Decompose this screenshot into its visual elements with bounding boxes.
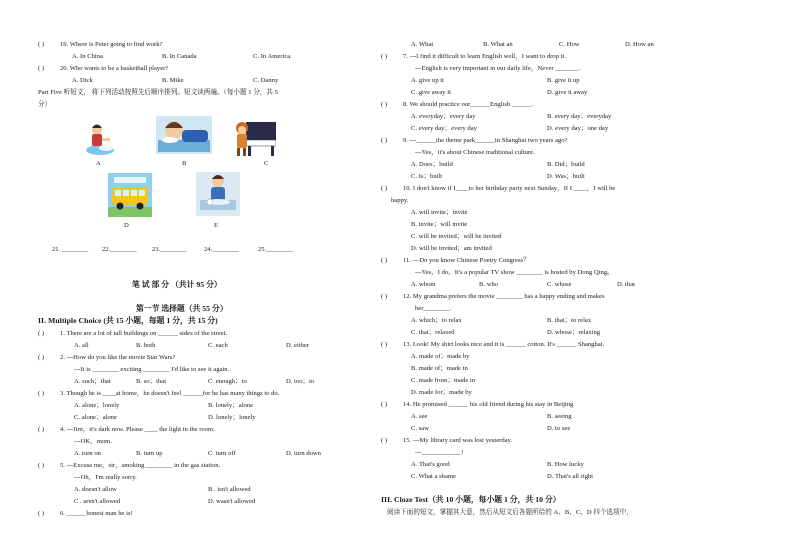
- q7-option-c: C. give away it: [411, 89, 451, 96]
- answer-blank-21[interactable]: 21. ________: [52, 246, 89, 253]
- q13-option-a: A. made of；made by: [411, 353, 470, 360]
- q3-option-c: C. alone；alone: [74, 414, 117, 421]
- q15-stem: 15. ---My library card was lost yesterday.: [403, 437, 513, 444]
- section-one-title: 第一节 选择题（共 55 分）: [136, 304, 228, 313]
- q4-option-b: B. turn up: [136, 450, 163, 457]
- picture-label-d: D: [124, 222, 129, 229]
- q15-option-a: A. That's good: [411, 461, 450, 468]
- q3-option-a: A. alone；lonely: [74, 402, 120, 409]
- q6-option-d: D. How an: [625, 41, 654, 48]
- q6-option-b: B. What an: [483, 41, 513, 48]
- q8-option-d: D. every day；one day: [547, 125, 609, 132]
- q2-bracket: ( ): [38, 354, 45, 361]
- q1-option-b: B. both: [136, 342, 156, 349]
- q20-option-b: B. Mike: [162, 77, 184, 84]
- q13-bracket: ( ): [381, 341, 388, 348]
- cloze-test-instruction: 阅读下面的短文，掌握其大意，然后从短文后各题所给的 A、B、C、D 四个选项中，: [387, 509, 633, 516]
- q1-bracket: ( ): [38, 330, 45, 337]
- q7-stem: 7. ---I find it difficult to learn English well，I want to drop it.: [403, 53, 566, 60]
- q14-option-b: B. seeing: [547, 413, 572, 420]
- answer-blank-22[interactable]: 22.________: [102, 246, 137, 253]
- q8-stem: 8. We should practice our______English ______.: [403, 101, 534, 108]
- q5-stem: 5. ---Excuse me，sir，smoking ________ in the gas station.: [60, 462, 221, 469]
- picture-label-e: E: [214, 222, 219, 229]
- q12-bracket: ( ): [381, 293, 388, 300]
- q19-option-b: B. In Canada: [162, 53, 197, 60]
- q20-option-c: C. Danny: [253, 77, 279, 84]
- q2-option-b: B. so；that: [136, 378, 167, 385]
- q14-bracket: ( ): [381, 401, 388, 408]
- q5-option-d: D. wasn't allowed: [208, 498, 256, 505]
- written-part-title: 笔 试 部 分 （共计 95 分）: [132, 280, 222, 289]
- q6-option-a: A. What: [411, 41, 434, 48]
- q7-option-b: B. give it up: [547, 77, 580, 84]
- q9-bracket: ( ): [381, 137, 388, 144]
- q12-line2: her________.: [415, 305, 452, 312]
- q1-option-a: A. all: [74, 342, 89, 349]
- q6-option-c: C. How: [559, 41, 580, 48]
- q14-option-c: C. saw: [411, 425, 429, 432]
- q8-bracket: ( ): [381, 101, 388, 108]
- q11-option-d: D. that: [617, 281, 635, 288]
- right-column: [381, 0, 794, 560]
- q12-option-b: B. that；to relax: [547, 317, 592, 324]
- q10-bracket: ( ): [381, 185, 388, 192]
- q10-option-a: A. will invite；invite: [411, 209, 468, 216]
- q4-bracket: ( ): [38, 426, 45, 433]
- q11-option-a: A. whom: [411, 281, 436, 288]
- q9-option-c: C. Is；built: [411, 173, 443, 180]
- q12-option-d: D. whose；relaxing: [547, 329, 601, 336]
- q4-option-d: D. turn down: [286, 450, 321, 457]
- q10-option-d: D. will be invited；am invited: [411, 245, 492, 252]
- q13-option-d: D. made for；made by: [411, 389, 472, 396]
- q10-line2: happy.: [391, 197, 409, 204]
- q11-line2: ---Yes，I do。It's a popular TV show ________ is hosted by Dong Qing。: [415, 269, 614, 276]
- q11-bracket: ( ): [381, 257, 388, 264]
- picture-a-boy-washing: [84, 122, 116, 156]
- q19-option-a: A. In China: [72, 53, 103, 60]
- q1-option-d: D. either: [286, 342, 310, 349]
- q4-line2: ---OK，mom.: [74, 438, 112, 445]
- q20-bracket: ( ): [38, 65, 45, 72]
- q13-option-c: C. made from；made in: [411, 377, 476, 384]
- q6-bracket: ( ): [38, 510, 45, 517]
- picture-b-sleeping: [156, 116, 212, 154]
- q5-option-b: B . isn't allowed: [208, 486, 251, 493]
- q5-bracket: ( ): [38, 462, 45, 469]
- q11-stem: 11. ---Do you know Chinese Poetry Congress？: [403, 257, 530, 264]
- q1-option-c: C. each: [208, 342, 228, 349]
- picture-label-b: B: [182, 160, 187, 167]
- picture-label-c: C: [264, 160, 269, 167]
- q15-option-c: C. What a shame: [411, 473, 456, 480]
- q20-stem: 20. Who wants to be a basketball player?: [60, 65, 169, 72]
- q3-option-d: D. lonely；lonely: [208, 414, 256, 421]
- q3-option-b: B. lonely；alone: [208, 402, 254, 409]
- part-five-instruction: Part Five 听短文， 将下列活动按照先后顺序排列。短文读两遍。（每小题 1 分，共 5: [38, 89, 278, 96]
- q3-stem: 3. Though he is ____at home，he doesn't feel ______for he has many things to do.: [60, 390, 280, 397]
- answer-blank-25[interactable]: 25.________: [258, 246, 293, 253]
- answer-blank-23[interactable]: 23.________: [152, 246, 187, 253]
- q13-option-b: B. made of；made in: [411, 365, 468, 372]
- q2-line2: ---It is ________ exciting ________ I'd like to see it again.: [74, 366, 230, 373]
- q15-bracket: ( ): [381, 437, 388, 444]
- q15-option-d: D. That's all right: [547, 473, 594, 480]
- q9-option-a: A. Does；build: [411, 161, 453, 168]
- q7-option-d: D. give it away: [547, 89, 588, 96]
- q9-option-b: B. Did；build: [547, 161, 585, 168]
- q12-stem: 12. My grandma prefers the movie ________ has a happy ending and makes: [403, 293, 605, 300]
- q9-option-d: D. Was；built: [547, 173, 585, 180]
- q9-line2: ---Yes，it's about Chinese traditional culture.: [415, 149, 535, 156]
- picture-c-piano: [234, 116, 276, 158]
- multiple-choice-header: II. Multiple Choice (共 15 小题，每题 1 分，共 15 分): [38, 316, 218, 325]
- q7-option-a: A. give up it: [411, 77, 444, 84]
- q15-option-b: B. How lucky: [547, 461, 584, 468]
- q12-option-a: A. which；to relax: [411, 317, 462, 324]
- q5-line2: ---Oh，I'm really sorry.: [74, 474, 137, 481]
- q8-option-a: A. everyday；every day: [411, 113, 476, 120]
- cloze-test-header: III. Cloze Test（共 10 小题，每小题 1 分，共 10 分）: [381, 495, 561, 504]
- q10-option-b: B. invite；will invite: [411, 221, 468, 228]
- q8-option-c: C. every day；every day: [411, 125, 477, 132]
- q11-option-c: C. whose: [547, 281, 572, 288]
- q14-option-a: A. see: [411, 413, 428, 420]
- q5-option-c: C . aren't allowed: [74, 498, 121, 505]
- q5-option-a: A. doesn't allow: [74, 486, 117, 493]
- q12-option-c: C. that；relaxed: [411, 329, 455, 336]
- q2-stem: 2. ---How do you like the movie Star Wars?: [60, 354, 176, 361]
- q6-stem: 6. ______honest man he is!: [60, 510, 133, 517]
- q4-option-a: A. turn on: [74, 450, 101, 457]
- q10-option-c: C. will be invited；will be invited: [411, 233, 502, 240]
- picture-e-washing-dishes: [196, 172, 240, 216]
- q11-option-b: B. who: [479, 281, 499, 288]
- q13-stem: 13. Look! My shirt looks nice and it is ______ cotton. It's ______ Shanghai.: [403, 341, 605, 348]
- q2-option-a: A. such；that: [74, 378, 111, 385]
- part-five-instruction-cont: 分）: [38, 101, 52, 108]
- picture-d-school-bus: [108, 173, 152, 217]
- q1-stem: 1. There are a lot of tall buildings on ______ sides of the street.: [60, 330, 228, 337]
- q19-stem: 19. Where is Peter going to find work?: [60, 41, 163, 48]
- q14-stem: 14. He promised ______ his old friend during his stay in Beijing: [403, 401, 574, 408]
- q2-option-d: D. too；to: [286, 378, 315, 385]
- q15-line2: ---____________!: [415, 449, 464, 456]
- picture-label-a: A: [96, 160, 101, 167]
- q19-option-c: C. In America.: [253, 53, 292, 60]
- answer-blank-24[interactable]: 24.________: [204, 246, 239, 253]
- q7-line2: ---English is very important in our daily life，Never _______.: [415, 65, 580, 72]
- q10-stem: 10. I don't know if I____to her birthday party next Sunday，If I ____，I will be: [403, 185, 616, 192]
- q14-option-d: D. to see: [547, 425, 571, 432]
- q20-option-a: A. Dick: [72, 77, 93, 84]
- q9-stem: 9. ---______the theme park______in Shanghai two years ago?: [403, 137, 568, 144]
- q4-stem: 4. ---Jim，it's dark now. Please ____ the light in the room.: [60, 426, 215, 433]
- q4-option-c: C. turn off: [208, 450, 236, 457]
- q8-option-b: B. every day；everyday: [547, 113, 612, 120]
- q3-bracket: ( ): [38, 390, 45, 397]
- q19-bracket: ( ): [38, 41, 45, 48]
- q7-bracket: ( ): [381, 53, 388, 60]
- q2-option-c: C. enough；to: [208, 378, 247, 385]
